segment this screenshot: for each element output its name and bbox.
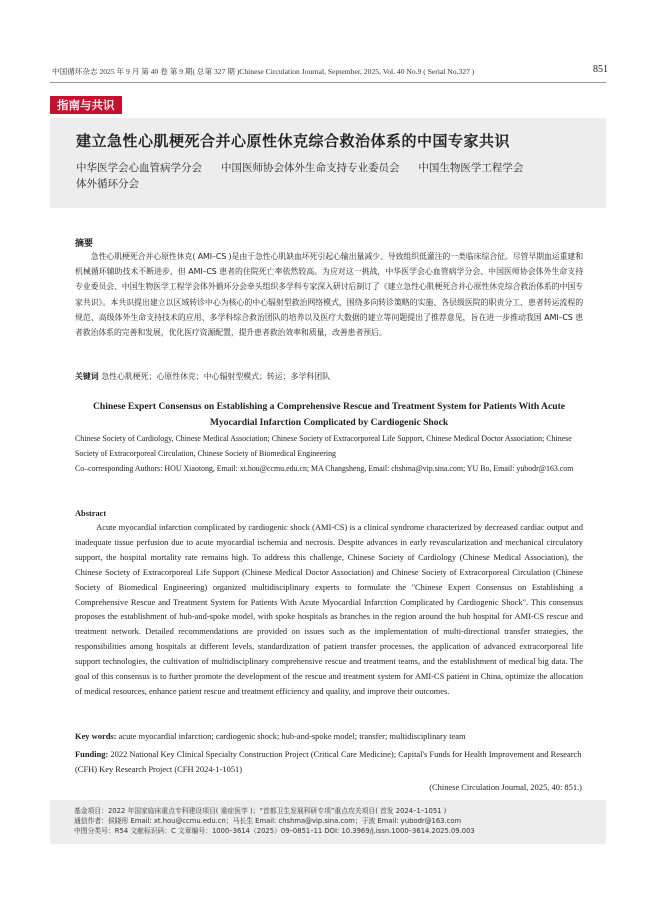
footnote-panel (50, 800, 606, 844)
keywords-cn (75, 371, 330, 382)
funding-text: 2022 National Key Clinical Specialty Construction Project (Critical Care Medicine); Capital's Funds for Health Improvement and Research (CFH) Key Research Project (CFH 2024-1-1051) (75, 749, 582, 774)
abstract-cn: 急性心肌梗死合并心原性休克( AMI–CS )是由于急性心肌缺血坏死引起心输出量减少、导致组织低灌注的一类临床综合征。尽管早期血运重建和机械循环辅助技术不断进步，但 AMI–CS 患者的住院死亡率依然较高。为应对这一挑战，中华医学会心血管病学分会、中国医师协会体外生命支持专业委员会、中国生物医学工程学会体外循环分会牵头组织多学科专家深入研讨后制订了《建立急性心肌梗死合并心原性休克综合救治体系的中国专家共识》。本共识提出建立以区域转诊中心为核心的中心辐射型救治网络模式，围绕多向转诊策略的实施、各层级医院的职责分工、患者转运流程的规范、高级体外生命支持技术的应用、多学科综合救治团队的培养以及医疗大数据的建立等问题提出了推荐意见，旨在进一步推动我国 AMI–CS 患者救治体系的完善和发展，优化医疗资源配置，提升患者救治效率和质量，改善患者预后。 (75, 252, 583, 338)
article-title-cn: 建立急性心肌梗死合并心原性休克综合救治体系的中国专家共识 (76, 132, 511, 150)
footnote-funding: 基金项目：2022 年国家临床重点专科建设项目( 重症医学 )；“首都卫生发展科研专项”重点攻关项目( 首发 2024–1–1051 ) (74, 807, 447, 815)
funding-label: Funding: (75, 749, 109, 759)
authors-cn-line-1: 中华医学会心血管病学分会 中国医师协会体外生命支持专业委员会 中国生物医学工程学会 (76, 162, 524, 174)
running-head: 中国循环杂志 2025 年 9 月 第 40 卷 第 9 期( 总第 327 期 )Chinese Circulation Journal, September, 2025, Vol. 40 No.9 ( Serial No.327 ) (52, 67, 475, 76)
abstract-cn-heading: 摘要 (75, 239, 94, 249)
page-number: 851 (593, 64, 608, 75)
keywords-cn-label: 关键词 (75, 372, 99, 381)
authors-cn-line-2: 体外循环分会 (76, 178, 139, 190)
authors-cn (76, 160, 576, 192)
footnote-classification: 中图分类号：R54 文献标识码：C 文章编号：1000–3614（2025）09–0851–11 DOI: 10.3969/j.issn.1000–3614.2025.09.003 (74, 827, 475, 835)
abstract-en-heading: Abstract (75, 509, 107, 518)
article-title-en: Chinese Expert Consensus on Establishing a Comprehensive Rescue and Treatment System for Patients With Acute Myocardial Infarction Complicated by Cardiogenic Shock (92, 401, 566, 428)
keywords-en-label: Key words: (75, 731, 117, 741)
keywords-en (75, 731, 583, 741)
corresponding-authors-en: Co–corresponding Authors: HOU Xiaotong, Email: xt.hou@ccmu.edu.cn; MA Changsheng, Email: chshma@vip.sina.com; YU Bo, Email: yubodr@163.com (75, 464, 574, 473)
section-tag: 指南与共识 (50, 96, 122, 114)
citation: (Chinese Circulation Journal, 2025, 40: 851.) (429, 782, 582, 792)
authors-en: Chinese Society of Cardiology, Chinese Medical Association; Chinese Society of Extracorporeal Life Support, Chinese Medical Doctor Association; Chinese Society of Extracorporeal Circulation, Chinese Society of Biomedical Engineering (75, 434, 572, 458)
abstract-en: Acute myocardial infarction complicated by cardiogenic shock (AMI-CS) is a clinical syndrome characterized by decreased cardiac output and inadequate tissue perfusion due to acute myocardial ischemia and necrosis. Despite advances in early revascularization and mechanical circulatory support, the hospital mortality rate remains high. To address this challenge, Chinese Society of Cardiology (Chinese Medical Association), the Chinese Society of Extracorporeal Life Support (Chinese Medical Doctor Association) and Chinese Society of Extracorporeal Circulation (Chinese Society of Biomedical Engineering) organized multidisciplinary experts to formulate the "Chinese Expert Consensus on Establishing a Comprehensive Rescue and Treatment System for Patients With Acute Myocardial Infarction Complicated by Cardiogenic Shock". This consensus proposes the establishment of hub-and-spoke model, with spoke hospitals as branches in the region around the hub hospital for AMI-CS rescue and treatment network. Detailed recommendations are provided on issues such as the implementation of multi-directional transfer strategies, the responsibilities among hospitals at different levels, standardization of patient transfer processes, the application of advanced extracorporeal life support technologies, the cultivation of multidisciplinary comprehensive rescue and treatment teams, and the establishment of medical big data. The goal of this consensus is to further promote the development of the rescue and treatment system for AMI-CS patient in China, optimize the allocation of medical resources, enhance patient rescue and treatment efficiency and quality, and improve their outcomes. (75, 522, 583, 696)
funding (75, 747, 583, 777)
title-panel (50, 118, 606, 208)
header-rule (50, 82, 606, 83)
keywords-en-text: acute myocardial infarction; cardiogenic shock; hub-and-spoke model; transfer; multidisciplinary team (118, 731, 466, 741)
keywords-cn-text: 急性心肌梗死；心原性休克；中心辐射型模式；转运；多学科团队 (101, 372, 331, 381)
footnote (74, 806, 594, 836)
authors-en-block (75, 431, 583, 476)
footnote-correspondence: 通信作者：侯晓彤 Email: xt.hou@ccmu.edu.cn；马长生 Email: chshma@vip.sina.com；于波 Email: yubodr@163.com (74, 817, 462, 825)
